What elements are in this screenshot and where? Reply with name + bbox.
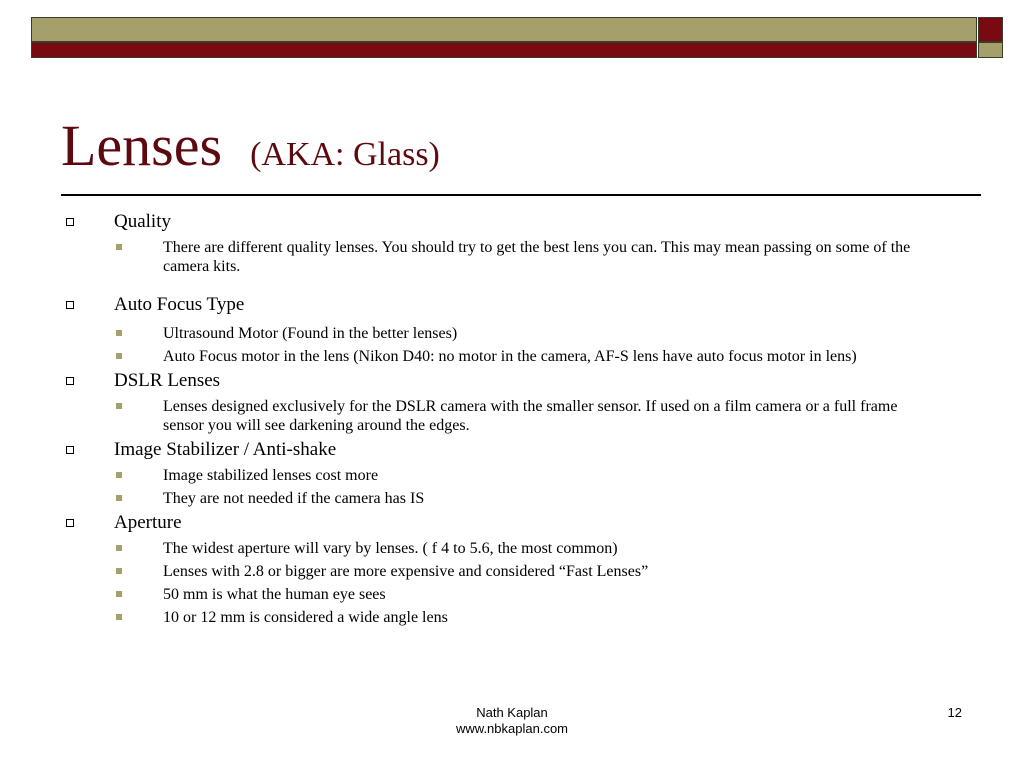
footer-credits xyxy=(412,705,612,737)
square-bullet-icon xyxy=(116,403,122,409)
hollow-square-bullet-icon xyxy=(66,446,74,454)
footer-website: www.nbkaplan.com xyxy=(456,721,568,736)
section-stabilizer-item: They are not needed if the camera has IS xyxy=(61,489,941,508)
section-quality-heading: Quality xyxy=(61,210,941,234)
hollow-square-bullet-icon xyxy=(66,377,74,385)
square-bullet-icon xyxy=(116,244,122,250)
header-square-maroon xyxy=(978,17,1003,42)
title-main: Lenses xyxy=(61,113,223,178)
square-bullet-icon xyxy=(116,568,122,574)
section-autofocus-item: Ultrasound Motor (Found in the better lenses) xyxy=(61,324,941,343)
footer-author: Nath Kaplan xyxy=(476,705,548,720)
section-dslr-item: Lenses designed exclusively for the DSLR camera with the smaller sensor. If used on a film camera or a full frame sensor you will see darkening around the edges. xyxy=(61,397,941,435)
section-stabilizer-heading: Image Stabilizer / Anti-shake xyxy=(61,438,941,462)
section-autofocus-heading: Auto Focus Type xyxy=(61,293,941,317)
hollow-square-bullet-icon xyxy=(66,519,74,527)
section-autofocus-item: Auto Focus motor in the lens (Nikon D40: no motor in the camera, AF-S lens have auto focus motor in lens) xyxy=(61,347,941,366)
section-quality-item: There are different quality lenses. You should try to get the best lens you can. This may mean passing on some of the camera kits. xyxy=(61,238,941,276)
square-bullet-icon xyxy=(116,330,122,336)
section-aperture-heading: Aperture xyxy=(61,511,941,535)
section-aperture-item: 50 mm is what the human eye sees xyxy=(61,585,941,604)
section-aperture-item: 10 or 12 mm is considered a wide angle lens xyxy=(61,608,941,627)
header-band-olive xyxy=(31,17,977,42)
header-band-maroon xyxy=(31,42,977,58)
hollow-square-bullet-icon xyxy=(66,218,74,226)
square-bullet-icon xyxy=(116,545,122,551)
title-divider xyxy=(61,194,981,196)
title-subtitle: (AKA: Glass) xyxy=(250,136,440,173)
section-dslr-heading: DSLR Lenses xyxy=(61,369,941,393)
square-bullet-icon xyxy=(116,495,122,501)
square-bullet-icon xyxy=(116,591,122,597)
section-aperture-item: Lenses with 2.8 or bigger are more expensive and considered “Fast Lenses” xyxy=(61,562,941,581)
section-aperture-item: The widest aperture will vary by lenses. ( f 4 to 5.6, the most common) xyxy=(61,539,941,558)
slide-content xyxy=(61,207,941,627)
square-bullet-icon xyxy=(116,472,122,478)
slide-title xyxy=(61,112,440,179)
page-number: 12 xyxy=(947,705,962,720)
square-bullet-icon xyxy=(116,614,122,620)
section-stabilizer-item: Image stabilized lenses cost more xyxy=(61,466,941,485)
square-bullet-icon xyxy=(116,353,122,359)
hollow-square-bullet-icon xyxy=(66,301,74,309)
header-square-olive xyxy=(978,42,1003,58)
